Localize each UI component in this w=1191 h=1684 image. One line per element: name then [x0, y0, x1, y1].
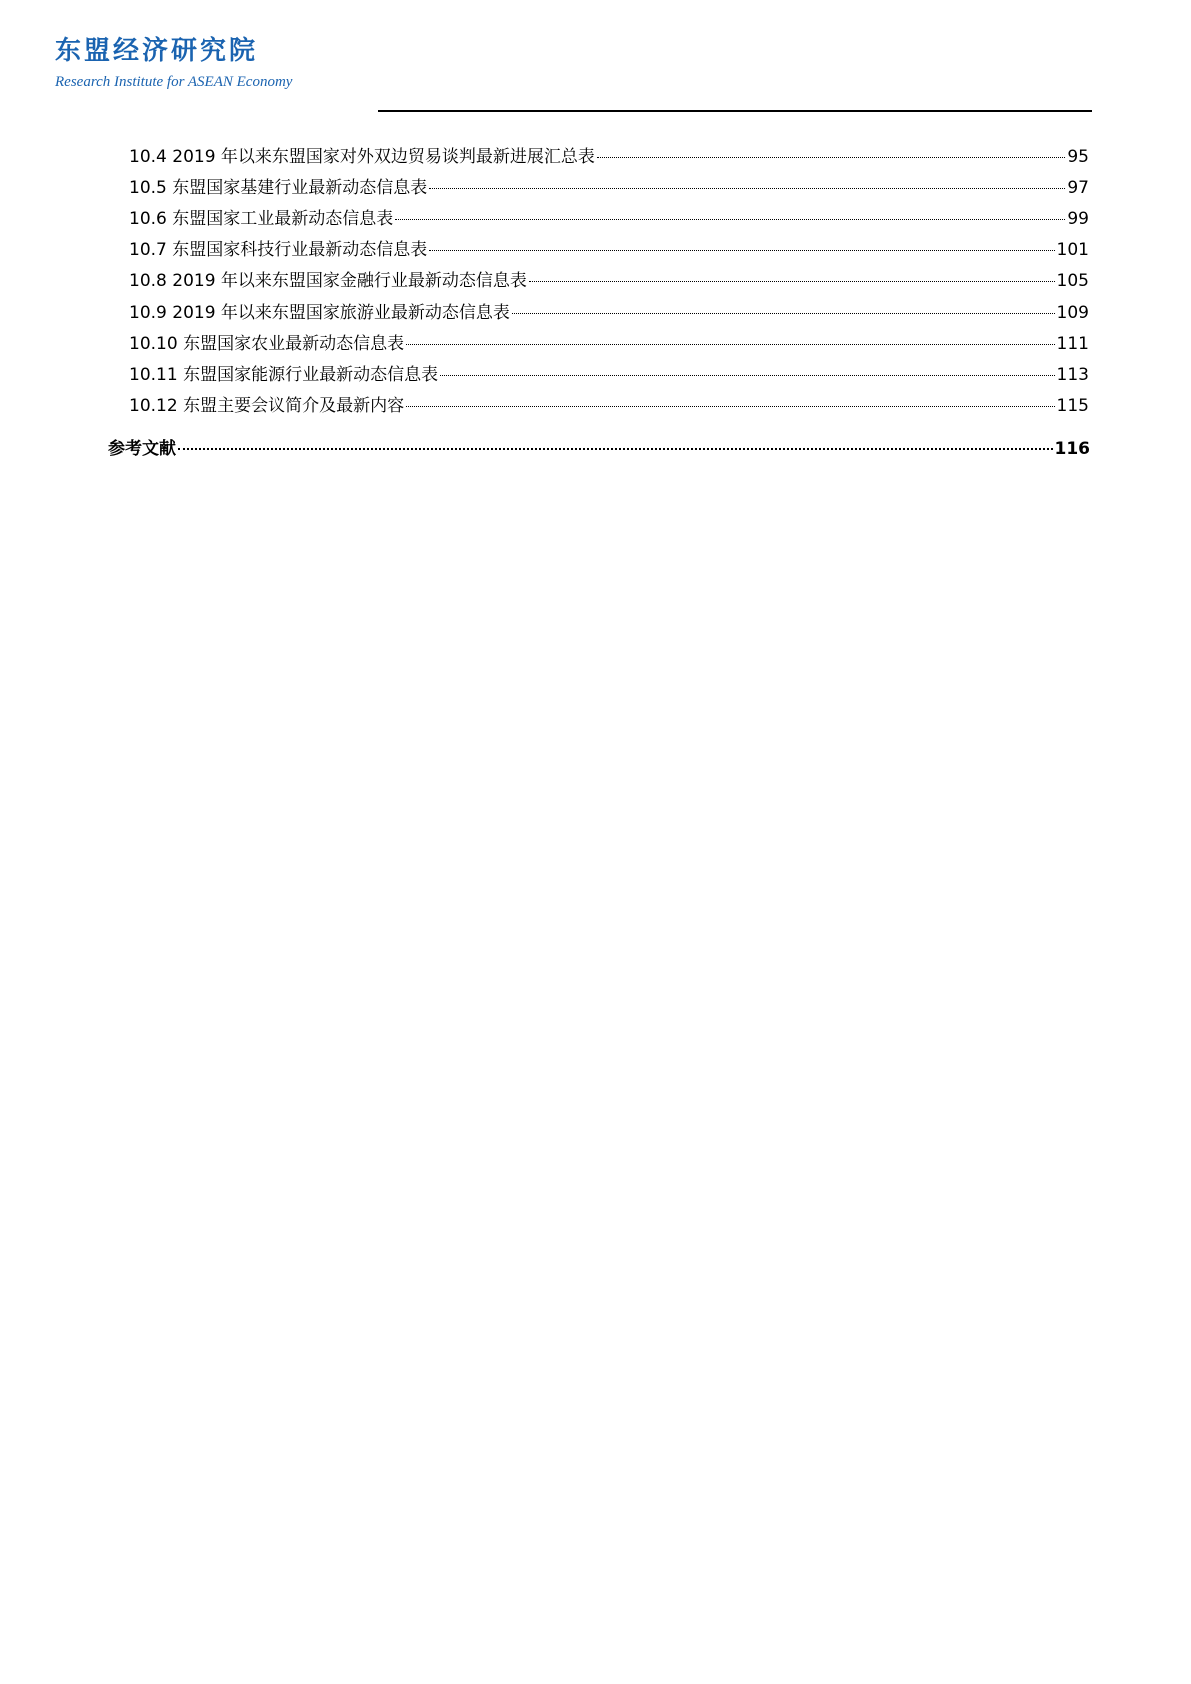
toc-dot-leader	[529, 281, 1055, 282]
toc-entry-title: 10.5 东盟国家基建行业最新动态信息表	[129, 178, 428, 198]
toc-entry-title: 10.11 东盟国家能源行业最新动态信息表	[129, 365, 439, 385]
toc-page-number: 97	[1067, 178, 1089, 198]
toc-page-number: 116	[1054, 439, 1090, 459]
toc-page-number: 99	[1067, 209, 1089, 229]
toc-page-number: 101	[1056, 240, 1089, 260]
toc-dot-leader	[597, 157, 1065, 158]
header-divider	[378, 110, 1092, 112]
toc-entry[interactable]	[129, 145, 1089, 169]
toc-dot-leader	[178, 448, 1053, 450]
institute-name-en: Research Institute for ASEAN Economy	[55, 74, 293, 90]
toc-dot-leader	[406, 344, 1054, 345]
toc-entry-title: 参考文献	[108, 439, 176, 459]
toc-entry[interactable]	[129, 363, 1089, 387]
toc-dot-leader	[440, 375, 1054, 376]
toc-entry[interactable]	[129, 301, 1089, 325]
toc-page-number: 95	[1067, 147, 1089, 167]
toc-entry-references[interactable]	[108, 437, 1090, 461]
toc-entry-title: 10.9 2019 年以来东盟国家旅游业最新动态信息表	[129, 303, 510, 323]
toc-entry-title: 10.12 东盟主要会议简介及最新内容	[129, 396, 405, 416]
toc-page-number: 113	[1056, 365, 1089, 385]
toc-entry[interactable]	[129, 269, 1089, 293]
toc-entry-title: 10.4 2019 年以来东盟国家对外双边贸易谈判最新进展汇总表	[129, 147, 595, 167]
toc-entry-title: 10.10 东盟国家农业最新动态信息表	[129, 334, 405, 354]
toc-dot-leader	[395, 219, 1065, 220]
toc-page-number: 109	[1056, 303, 1089, 323]
toc-entry-title: 10.7 东盟国家科技行业最新动态信息表	[129, 240, 428, 260]
toc-entry[interactable]	[129, 332, 1089, 356]
toc-dot-leader	[429, 188, 1065, 189]
toc-page-number: 115	[1056, 396, 1089, 416]
toc-page-number: 105	[1056, 271, 1089, 291]
toc-entry[interactable]	[129, 238, 1089, 262]
toc-dot-leader	[429, 250, 1054, 251]
institute-name-cn: 东盟经济研究院	[55, 36, 259, 66]
toc-entry-title: 10.8 2019 年以来东盟国家金融行业最新动态信息表	[129, 271, 527, 291]
toc-dot-leader	[512, 313, 1055, 314]
toc-entry[interactable]	[129, 176, 1089, 200]
toc-page-number: 111	[1056, 334, 1089, 354]
toc-dot-leader	[406, 406, 1054, 407]
toc-entry-title: 10.6 东盟国家工业最新动态信息表	[129, 209, 394, 229]
toc-entry[interactable]	[129, 394, 1089, 418]
toc-entry[interactable]	[129, 207, 1089, 231]
institute-logo	[55, 34, 292, 91]
